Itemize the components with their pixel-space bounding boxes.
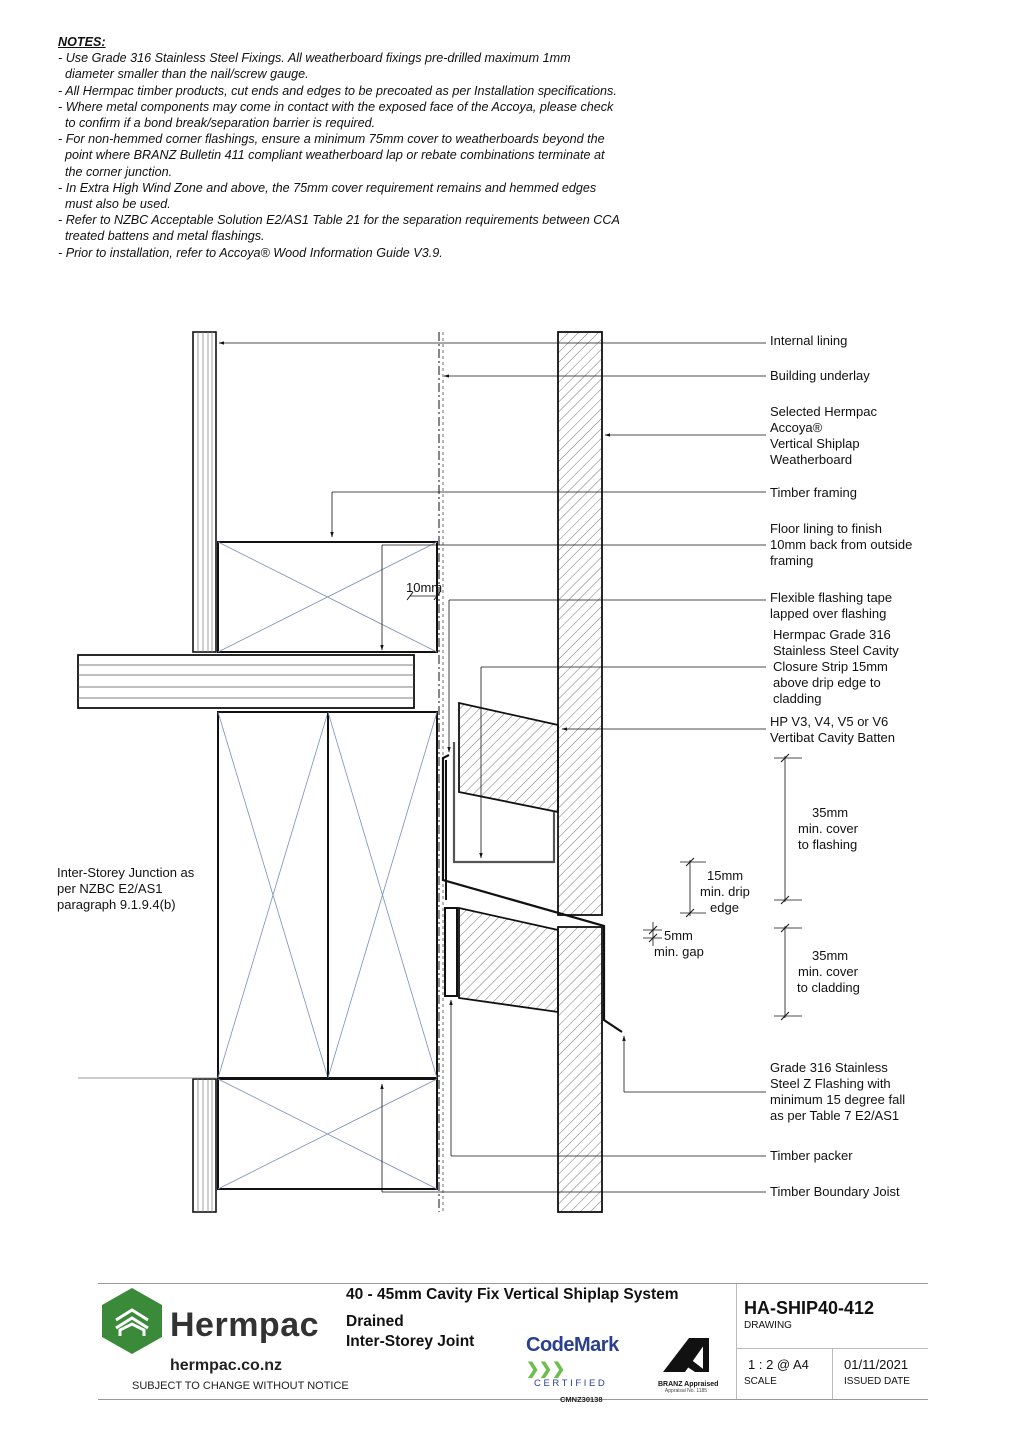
- branz-logo: [658, 1334, 719, 1394]
- floor-lining: [78, 655, 414, 708]
- label-weatherboard: Vertical Shiplap: [770, 436, 860, 451]
- note-line: to confirm if a bond break/separation barrier is required.: [58, 116, 376, 131]
- label-batten: Vertibat Cavity Batten: [770, 730, 896, 745]
- label-closure-strip: cladding: [773, 691, 822, 706]
- divider: [736, 1284, 737, 1399]
- note-line: - Prior to installation, refer to Accoya® Wood Information Guide V3.9.: [58, 245, 443, 260]
- drawing-number: HA-SHIP40-412: [744, 1298, 875, 1318]
- dim-cover-cladding: [774, 924, 860, 1020]
- dim-min-gap: [643, 922, 704, 959]
- note-line: point where BRANZ Bulletin 411 compliant weatherboard lap or rebate combinations terminate at: [58, 148, 605, 163]
- label-z-flashing: minimum 15 degree fall: [770, 1092, 906, 1107]
- divider: [832, 1348, 833, 1399]
- dim-text: 35mm: [812, 948, 849, 963]
- note-line: - Where metal components may come in contact with the exposed face of the Accoya, please check: [58, 99, 614, 114]
- note-line: treated battens and metal flashings.: [58, 229, 265, 244]
- note-line: - All Hermpac timber products, cut ends and edges to be precoated as per Installation specifications.: [58, 83, 617, 98]
- timber-framing-top-plate: [218, 542, 437, 652]
- label-boundary-joist: Timber Boundary Joist: [770, 1184, 900, 1199]
- branz-number: Appraisal No. 1185: [664, 1388, 708, 1394]
- label-weatherboard: Selected Hermpac: [770, 404, 877, 419]
- dim-text: edge: [710, 900, 739, 915]
- issued-date-label: ISSUED DATE: [844, 1376, 910, 1387]
- label-weatherboard: Accoya®: [770, 420, 823, 435]
- label-building-underlay: Building underlay: [770, 368, 870, 383]
- brand-area: [98, 1284, 349, 1399]
- internal-lining-lower: [193, 1079, 216, 1212]
- label-inter-storey: Inter-Storey Junction as: [57, 865, 195, 880]
- note-line: the corner junction.: [58, 164, 173, 179]
- cavity-batten-lower: [459, 908, 558, 1012]
- note-line: diameter smaller than the nail/screw gauge.: [58, 67, 309, 82]
- label-floor-lining: Floor lining to finish: [770, 521, 882, 536]
- codemark-text: CodeMark: [526, 1334, 619, 1356]
- branz-mark-icon: [659, 1334, 713, 1374]
- dim-text: min. cover: [798, 821, 858, 836]
- scale-label: SCALE: [744, 1376, 777, 1387]
- dim-text: min. cover: [798, 964, 858, 979]
- label-timber-framing: Timber framing: [770, 485, 857, 500]
- note-line: - Refer to NZBC Acceptable Solution E2/AS1 Table 21 for the separation requirements between CCA: [58, 213, 620, 228]
- label-batten: HP V3, V4, V5 or V6: [770, 714, 889, 729]
- label-floor-lining: 10mm back from outside: [770, 537, 913, 552]
- brand-name: Hermpac: [170, 1306, 320, 1344]
- dim-drip-edge: [680, 858, 750, 917]
- label-closure-strip: Stainless Steel Cavity: [773, 643, 899, 658]
- label-z-flashing: Steel Z Flashing with: [770, 1076, 891, 1091]
- dim-text: min. drip: [700, 884, 750, 899]
- title-block: [98, 1283, 928, 1404]
- label-flashing-tape: Flexible flashing tape: [770, 590, 893, 605]
- chevrons-icon: ❯❯❯: [526, 1361, 565, 1378]
- codemark-logo: [526, 1334, 656, 1404]
- codemark-certified: CERTIFIED: [534, 1378, 608, 1389]
- note-line: - For non-hemmed corner flashings, ensure a minimum 75mm cover to weatherboards beyond the: [58, 132, 605, 147]
- codemark-number: CMNZ30138: [560, 1395, 603, 1404]
- label-flashing-tape: lapped over flashing: [770, 606, 887, 621]
- drawing-subtitle: Inter-Storey Joint: [346, 1333, 475, 1350]
- internal-lining-upper: [193, 332, 216, 652]
- dim-cover-flashing: [774, 754, 859, 904]
- label-closure-strip: above drip edge to: [773, 675, 881, 690]
- label-weatherboard: Weatherboard: [770, 452, 853, 467]
- dim-text: to flashing: [798, 837, 858, 852]
- label-closure-strip: Hermpac Grade 316: [773, 627, 891, 642]
- dim-text: 35mm: [812, 805, 849, 820]
- label-timber-packer: Timber packer: [770, 1148, 853, 1163]
- drawing-subtitle: Drained: [346, 1313, 404, 1330]
- label-inter-storey: per NZBC E2/AS1: [57, 881, 163, 896]
- codemark-name: [526, 1334, 656, 1380]
- drawing-number-label: DRAWING: [744, 1320, 792, 1331]
- note-line: - In Extra High Wind Zone and above, the 75mm cover requirement remains and hemmed edges: [58, 180, 597, 195]
- dim-10mm-text: 10mm: [406, 580, 443, 595]
- note-line: - Use Grade 316 Stainless Steel Fixings. All weatherboard fixings pre-drilled maximum 1mm: [58, 51, 571, 66]
- label-z-flashing: Grade 316 Stainless: [770, 1060, 888, 1075]
- branz-text: BRANZ Appraised: [658, 1381, 719, 1388]
- brand-notice: SUBJECT TO CHANGE WITHOUT NOTICE: [132, 1380, 349, 1392]
- dim-text: to cladding: [797, 980, 860, 995]
- timber-packer: [445, 908, 457, 996]
- hermpac-logo-icon: [98, 1286, 166, 1356]
- dim-text: min. gap: [654, 944, 704, 959]
- label-closure-strip: Closure Strip 15mm: [773, 659, 888, 674]
- label-inter-storey: paragraph 9.1.9.4(b): [57, 897, 176, 912]
- scale-value: 1 : 2 @ A4: [748, 1357, 809, 1372]
- dim-text: 5mm: [664, 928, 693, 943]
- label-floor-lining: framing: [770, 553, 814, 568]
- note-line: must also be used.: [58, 197, 171, 212]
- brand-url[interactable]: hermpac.co.nz: [170, 1357, 283, 1374]
- label-z-flashing: as per Table 7 E2/AS1: [770, 1108, 900, 1123]
- weatherboard-lower: [558, 927, 602, 1212]
- drawing-title: 40 - 45mm Cavity Fix Vertical Shiplap System: [346, 1286, 679, 1303]
- weatherboard-upper: [558, 332, 602, 915]
- cavity-batten-upper: [459, 703, 558, 812]
- timber-boundary-joist: [218, 712, 437, 1078]
- issued-date-value: 01/11/2021: [844, 1357, 909, 1372]
- dim-text: 15mm: [707, 868, 744, 883]
- timber-framing-bottom-plate: [218, 1079, 437, 1189]
- notes-title: NOTES:: [58, 35, 106, 49]
- label-internal-lining: Internal lining: [770, 333, 848, 348]
